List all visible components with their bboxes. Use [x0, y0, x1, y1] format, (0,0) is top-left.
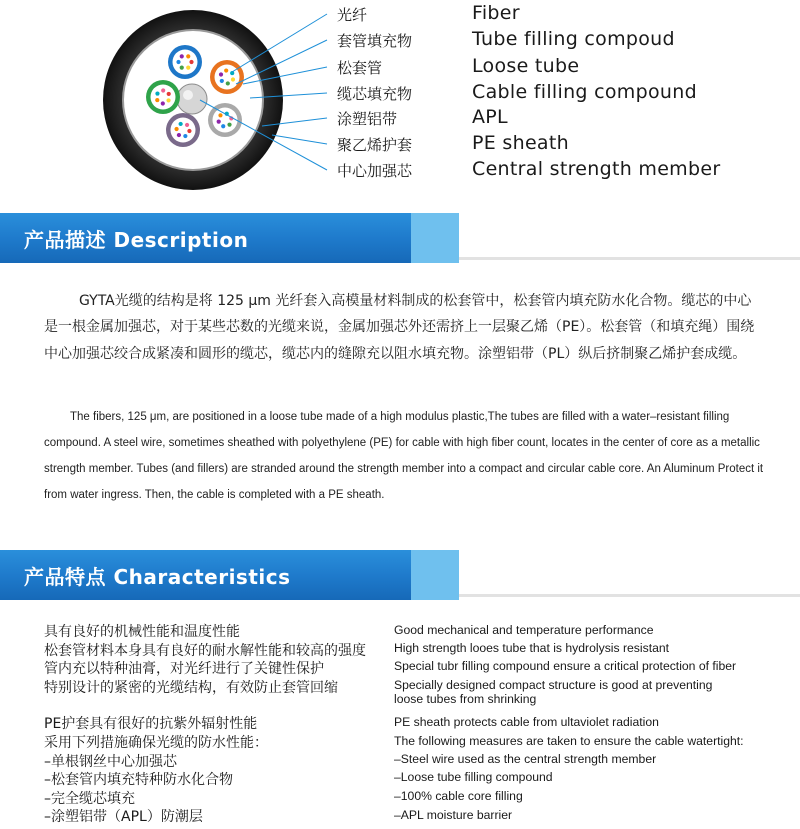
central-strength-member [177, 84, 207, 114]
fiber [180, 66, 184, 70]
legend-en-apl: APL [472, 106, 508, 128]
fiber [167, 92, 171, 96]
loose-tube [166, 113, 200, 147]
fiber [180, 54, 184, 58]
leader-line [272, 135, 327, 144]
fiber [226, 81, 230, 85]
legend-en-cable-filling: Cable filling compound [472, 81, 697, 103]
legend-en-tube-filling: Tube filling compoud [472, 28, 675, 50]
char-en-4: Specially designed compact structure is good at preventing loose tubes from shrinking [394, 678, 713, 706]
legend-en-pe-sheath: PE sheath [472, 132, 569, 154]
fiber [219, 72, 223, 76]
char-en-1: Good mechanical and temperature performance [394, 623, 654, 637]
char-cn-4: 特别设计的紧密的光缆结构，有效防止套管回缩 [44, 680, 338, 696]
char-cn-2: 松套管材料本身具有良好的耐水解性能和较高的强度 [44, 643, 366, 659]
char-cn-9: –完全缆芯填充 [44, 791, 135, 807]
legend-cn-fiber: 光纤 [337, 6, 368, 24]
char-cn-3: 管内充以特种油膏，对光纤进行了关键性保护 [44, 661, 324, 677]
description-heading: 产品描述 Description [24, 228, 249, 252]
char-en-3: Special tubr filling compound ensure a critical protection of fiber [394, 659, 737, 673]
char-cn-1: 具有良好的机械性能和温度性能 [44, 624, 240, 640]
fiber [183, 134, 187, 138]
char-en-5: PE sheath protects cable from ultaviolet radiation [394, 715, 659, 729]
loose-tube [210, 60, 244, 94]
fiber [155, 91, 159, 95]
fiber [179, 122, 183, 126]
fiber [221, 124, 225, 128]
fiber [227, 123, 231, 127]
legend-cn-cable-filling: 缆芯填充物 [337, 85, 413, 103]
fiber [220, 79, 224, 83]
description-banner [0, 213, 800, 263]
legend-cn-central-member: 中心加强芯 [337, 162, 413, 180]
fiber [174, 127, 178, 131]
legend-en-fiber: Fiber [472, 2, 520, 24]
fiber [161, 101, 165, 105]
legend-cn-loose-tube: 松套管 [337, 59, 383, 77]
legend-cn-tube-filling: 套管填充物 [337, 32, 413, 50]
loose-tube [146, 80, 180, 114]
fiber [224, 68, 228, 72]
char-cn-5: PE护套具有很好的抗紫外辐射性能 [44, 716, 258, 732]
char-en-10: –APL moisture barrier [394, 808, 513, 822]
fiber [189, 60, 193, 64]
char-en-2: High strength looes tube that is hydrolysis resistant [394, 641, 670, 655]
legend-en-loose-tube: Loose tube [472, 55, 580, 77]
characteristics-heading: 产品特点 Characteristics [24, 565, 291, 589]
fiber [218, 113, 222, 117]
char-en-6: The following measures are taken to ensure the cable watertight: [394, 734, 744, 748]
fiber [166, 98, 170, 102]
char-cn-6: 采用下列措施确保光缆的防水性能： [44, 735, 268, 751]
char-cn-8: –松套管内填充特种防水化合物 [44, 772, 233, 788]
fiber [155, 98, 159, 102]
fiber [185, 123, 189, 127]
fiber [176, 60, 180, 64]
fiber [231, 77, 235, 81]
description-text-cn: GYTA光缆的结构是将 125 μm 光纤套入高模量材料制成的松套管中，松套管内填充防水化合物。缆芯的中心是一根金属加强芯，对于某些芯数的光缆来说，金属加强芯外还需挤上一层聚乙烯（PE）。松套管（和填充绳）围绕中心加强芯绞合成紧凑和圆形的缆芯，缆芯内的缝隙充以阻水填充物。涂塑铝带（PL）纵后挤制聚乙烯护套成缆。 [44, 293, 755, 362]
char-cn-7: –单根钢丝中心加强芯 [44, 754, 177, 770]
char-en-8: –Loose tube filling compound [394, 770, 553, 784]
fiber [186, 66, 190, 70]
loose-tube [168, 45, 202, 79]
fiber [186, 54, 190, 58]
char-en-7: –Steel wire used as the central strength member [394, 752, 657, 766]
characteristics-banner [0, 550, 800, 600]
char-en-9: –100% cable core filling [394, 789, 523, 803]
cable-cross-section-diagram [0, 0, 800, 200]
description-text-en: The fibers, 125 μm, are positioned in a loose tube made of a high modulus plastic,The tubes are filled with a water–resistant filling compound. A steel wire, sometimes sheathed with polyethylene (PE) for cable with high fiber count, locates in the center of core as a metallic strength member. Tubes (and fillers) are stranded around the strength member into a compact and circular cable core. An Aluminum Protect it from water ingress. Then, the cable is completed with a PE sheath. [44, 411, 764, 501]
fiber [161, 88, 165, 92]
legend-cn-apl: 涂塑铝带 [337, 110, 398, 128]
legend-cn-pe-sheath: 聚乙烯护套 [337, 136, 413, 154]
fiber [177, 133, 181, 137]
fiber [187, 129, 191, 133]
fiber [217, 119, 221, 123]
char-cn-10: –涂塑铝带（APL）防潮层 [44, 809, 203, 825]
legend-en-central-member: Central strength member [472, 158, 721, 180]
